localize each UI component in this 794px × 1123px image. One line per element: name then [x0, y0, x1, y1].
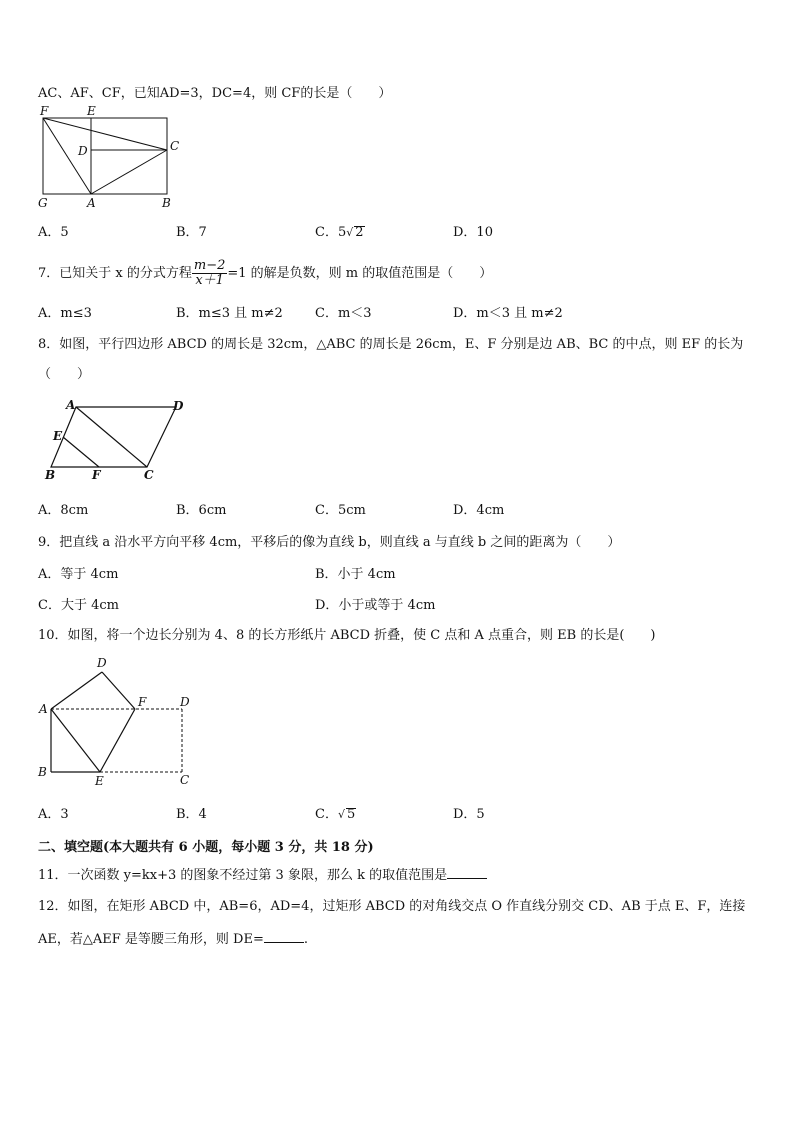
- q9-option-d[interactable]: D．小于或等于 4cm: [315, 598, 436, 613]
- q8-stem: 8．如图，平行四边形 ABCD 的周长是 32cm，△ABC 的周长是 26cm，E、F 分别是边 AB、BC 的中点，则 EF 的长为: [38, 337, 744, 352]
- q8-option-c[interactable]: C．5cm: [315, 503, 366, 518]
- q6-label-g: G: [38, 196, 48, 210]
- q7-option-a[interactable]: A．m≤3: [38, 306, 92, 321]
- q8-label-b: B: [45, 468, 56, 482]
- q9-option-c[interactable]: C．大于 4cm: [38, 598, 119, 613]
- q10-label-f: F: [138, 695, 147, 709]
- q10-option-d[interactable]: D．5: [453, 807, 485, 822]
- q10-label-a: A: [39, 702, 48, 716]
- q8-figure: [40, 394, 190, 486]
- q10-figure: [34, 652, 199, 788]
- q9-option-a[interactable]: A．等于 4cm: [38, 567, 119, 582]
- q8-label-e: E: [53, 429, 63, 443]
- q9-stem: 9．把直线 a 沿水平方向平移 4cm，平移后的像为直线 b，则直线 a 与直线 b 之间的距离为（ ）: [38, 535, 621, 550]
- q10-label-d: D: [180, 695, 190, 709]
- q10-label-b: B: [38, 765, 47, 779]
- q12-line2-end: .: [303, 932, 308, 947]
- q10-option-b[interactable]: B．4: [176, 807, 207, 822]
- q7-fraction: [192, 259, 228, 288]
- q6-option-c[interactable]: C．5√ 2: [315, 225, 364, 240]
- q10-option-c-radicand: 5: [346, 807, 356, 822]
- q7-option-d[interactable]: D．m＜3 且 m≠2: [453, 306, 563, 321]
- q11-stem-text: 11．一次函数 y=kx+3 的图象不经过第 3 象限，那么 k 的取值范围是: [38, 868, 448, 883]
- q6-option-c-radicand: 2: [355, 225, 364, 240]
- q12-line1: 12．如图，在矩形 ABCD 中，AB=6，AD=4，过矩形 ABCD 的对角线交点 O 作直线分别交 CD、AB 于点 E、F，连接: [38, 899, 746, 914]
- q6-label-d: D: [78, 144, 88, 158]
- q10-label-c: C: [180, 773, 190, 787]
- q6-label-e: E: [87, 104, 96, 118]
- q8-label-d: D: [173, 399, 184, 413]
- q6-label-f: F: [40, 104, 49, 118]
- q10-label-d-top: D: [97, 656, 107, 670]
- q7-fraction-numerator: m−2: [193, 258, 226, 273]
- q8-label-a: A: [66, 398, 76, 412]
- q8-label-c: C: [144, 468, 154, 482]
- q10-option-c-label: C．: [315, 807, 338, 822]
- q6-option-b[interactable]: B．7: [176, 225, 207, 240]
- q8-option-b[interactable]: B．6cm: [176, 503, 227, 518]
- q12-answer-blank[interactable]: [264, 930, 304, 943]
- q6-option-d[interactable]: D．10: [453, 225, 493, 240]
- q11-answer-blank[interactable]: [447, 866, 487, 879]
- q6-figure: [34, 100, 194, 212]
- q6-option-a[interactable]: A．5: [38, 225, 69, 240]
- q8-label-f: F: [92, 468, 101, 482]
- q7-fraction-denominator: x＋1: [195, 273, 224, 288]
- q7-stem-pre: 7．已知关于 x 的分式方程: [38, 266, 192, 281]
- q10-label-e: E: [95, 774, 104, 788]
- q11-stem: [38, 864, 487, 883]
- q7-option-b[interactable]: B．m≤3 且 m≠2: [176, 306, 283, 321]
- q8-option-a[interactable]: A．8cm: [38, 503, 89, 518]
- q6-label-a: A: [87, 196, 96, 210]
- q6-option-c-label: C．5: [315, 225, 347, 240]
- q12-line2-text: AE，若△AEF 是等腰三角形，则 DE=: [38, 932, 264, 947]
- q6-label-b: B: [162, 196, 171, 210]
- section-2-title: 二、填空题(本大题共有 6 小题，每小题 3 分，共 18 分): [38, 840, 374, 855]
- q9-option-b[interactable]: B．小于 4cm: [315, 567, 396, 582]
- q6-stem: AC、AF、CF，已知AD=3，DC=4，则 CF的长是（ ）: [38, 86, 392, 101]
- q8-stem-line2: （ ）: [38, 367, 91, 382]
- q8-option-d[interactable]: D．4cm: [453, 503, 505, 518]
- q6-label-c: C: [170, 139, 180, 153]
- q12-line2: [38, 928, 308, 947]
- q10-option-c[interactable]: C．√ 5: [315, 807, 356, 822]
- q10-option-a[interactable]: A．3: [38, 807, 69, 822]
- q7-option-c[interactable]: C．m＜3: [315, 306, 372, 321]
- q10-stem: 10．如图，将一个边长分别为 4、8 的长方形纸片 ABCD 折叠，使 C 点和 A 点重合，则 EB 的长是( ): [38, 628, 656, 643]
- q7-stem-post: =1 的解是负数，则 m 的取值范围是（ ）: [227, 266, 493, 281]
- q7-stem: [38, 256, 492, 292]
